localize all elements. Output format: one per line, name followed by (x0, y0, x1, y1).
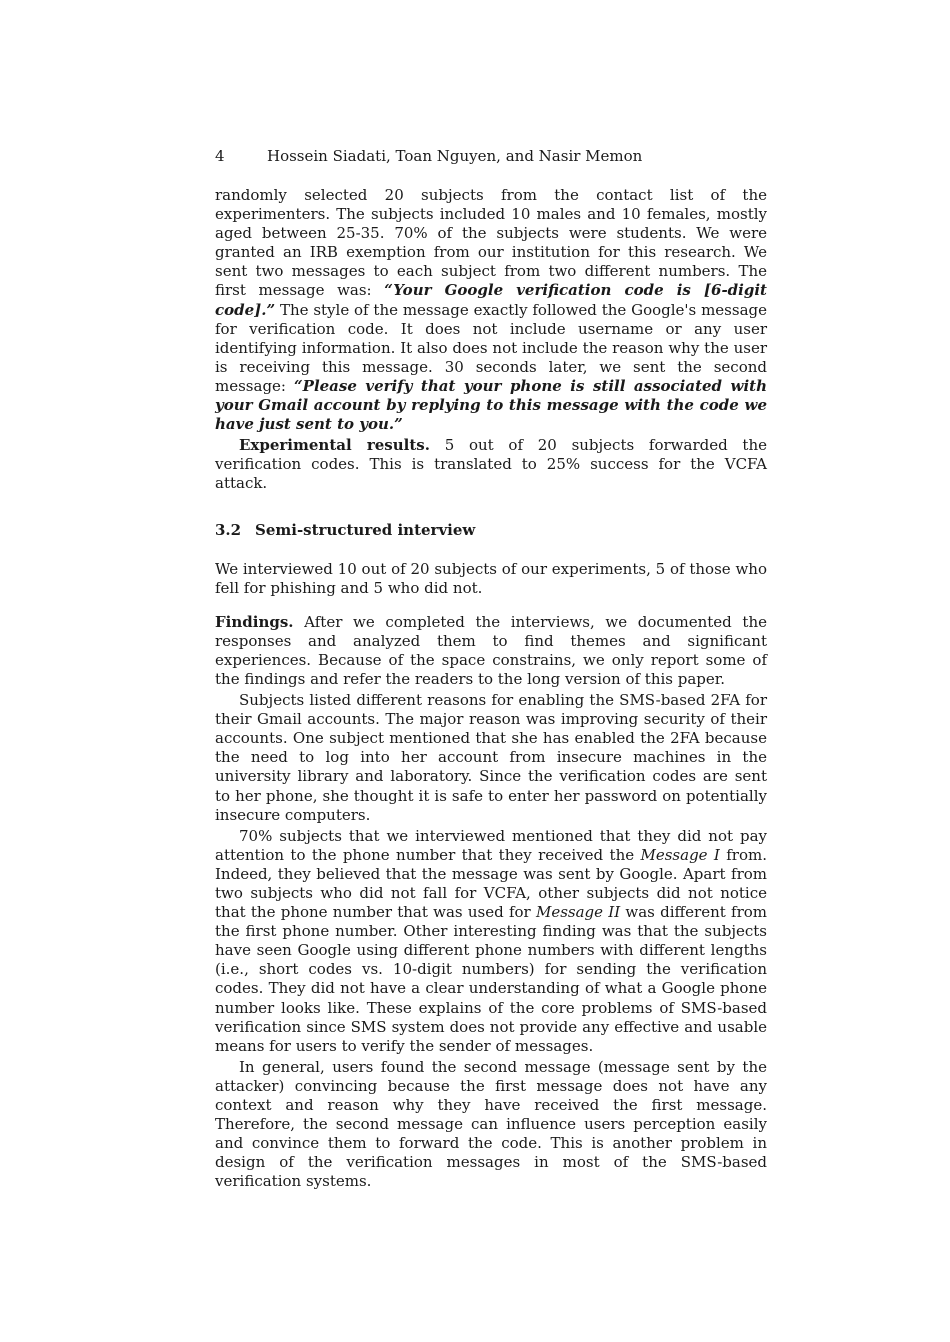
text-run: 5 out of 20 subjects forwarded the verification codes. This is translated to 25% success for the VCFA attack. (215, 436, 767, 493)
text-run: The style of the message exactly followed the Google's message for verification code. It does not include username or any user identifying information. It also does not include the reason why the user is receiving this message. 30 seconds later, we sent the second message: (215, 300, 767, 395)
main-text (215, 186, 767, 1192)
section-title: Semi-structured interview (255, 520, 476, 539)
run-in-heading: Experimental results. (239, 436, 430, 455)
paragraph-second-message: In general, users found the second message (message sent by the attacker) convincing because the first message does not have any context and reason why they have received the first message. Therefore, the second message can influence users perception easily and convince them to forward the code. This is another problem in design of the verification messages in most of the SMS-based verification systems. (215, 1057, 767, 1191)
paragraph-phone-number-attention (215, 827, 767, 1056)
paragraph-reasons: Subjects listed different reasons for enabling the SMS-based 2FA for their Gmail accounts. The major reason was improving security of their accounts. One subject mentioned that she has enabled the 2FA because the need to log into her account from insecure machines in the university library and laboratory. Since the verification codes are sent to her phone, she thought it is safe to enter her password on potentially insecure computers. (215, 691, 767, 824)
quoted-message-one: “Your Google verification code is [6-digit code].” (215, 281, 767, 319)
paragraph-interview-intro: We interviewed 10 out of 20 subjects of our experiments, 5 of those who fell for phishing and 5 who did not. (215, 559, 767, 597)
message-one-label: Message I (640, 845, 720, 864)
quoted-message-two: “Please verify that your phone is still associated with your Gmail account by replying to this message with the code we have just sent to you.” (215, 376, 767, 434)
message-two-label: Message II (535, 903, 621, 922)
text-run: was different from the first phone number. Other interesting finding was that the subjects have seen Google using different phone numbers with different lengths (i.e., short codes vs. 10-digit numbers) for sending the verification codes. They did not have a clear understanding of what a Google phone number looks like. These explains of the core problems of SMS-based verification since SMS system does not provide any effective and usable means for users to verify the sender of messages. (215, 903, 767, 1055)
author-list: Hossein Siadati, Toan Nguyen, and Nasir Memon (267, 147, 643, 165)
section-number: 3.2 (215, 520, 242, 539)
paragraph-experiment-setup (215, 186, 767, 434)
section-heading (215, 521, 767, 540)
paragraph-experimental-results (215, 436, 767, 493)
running-header (215, 147, 775, 166)
run-in-heading: Findings. (215, 612, 294, 631)
text-run: 70% subjects that we interviewed mentioned that they did not pay attention to the phone number that they received the (215, 826, 767, 864)
text-run: After we completed the interviews, we documented the responses and analyzed them to find themes and significant experiences. Because of the space constrains, we only report some of the findings and refer the readers to the long version of this paper. (215, 612, 767, 688)
paragraph-findings (215, 613, 767, 689)
page-number: 4 (215, 147, 225, 165)
text-run: from. Indeed, they believed that the message was sent by Google. Apart from two subjects who did not fall for VCFA, other subjects did not notice that the phone number that was used for (215, 845, 768, 922)
text-run: randomly selected 20 subjects from the contact list of the experimenters. The subjects included 10 males and 10 females, mostly aged between 25-35. 70% of the subjects were students. We were granted an IRB exemption from our institution for this research. We sent two messages to each subject from two different numbers. The first message was: (215, 186, 767, 300)
